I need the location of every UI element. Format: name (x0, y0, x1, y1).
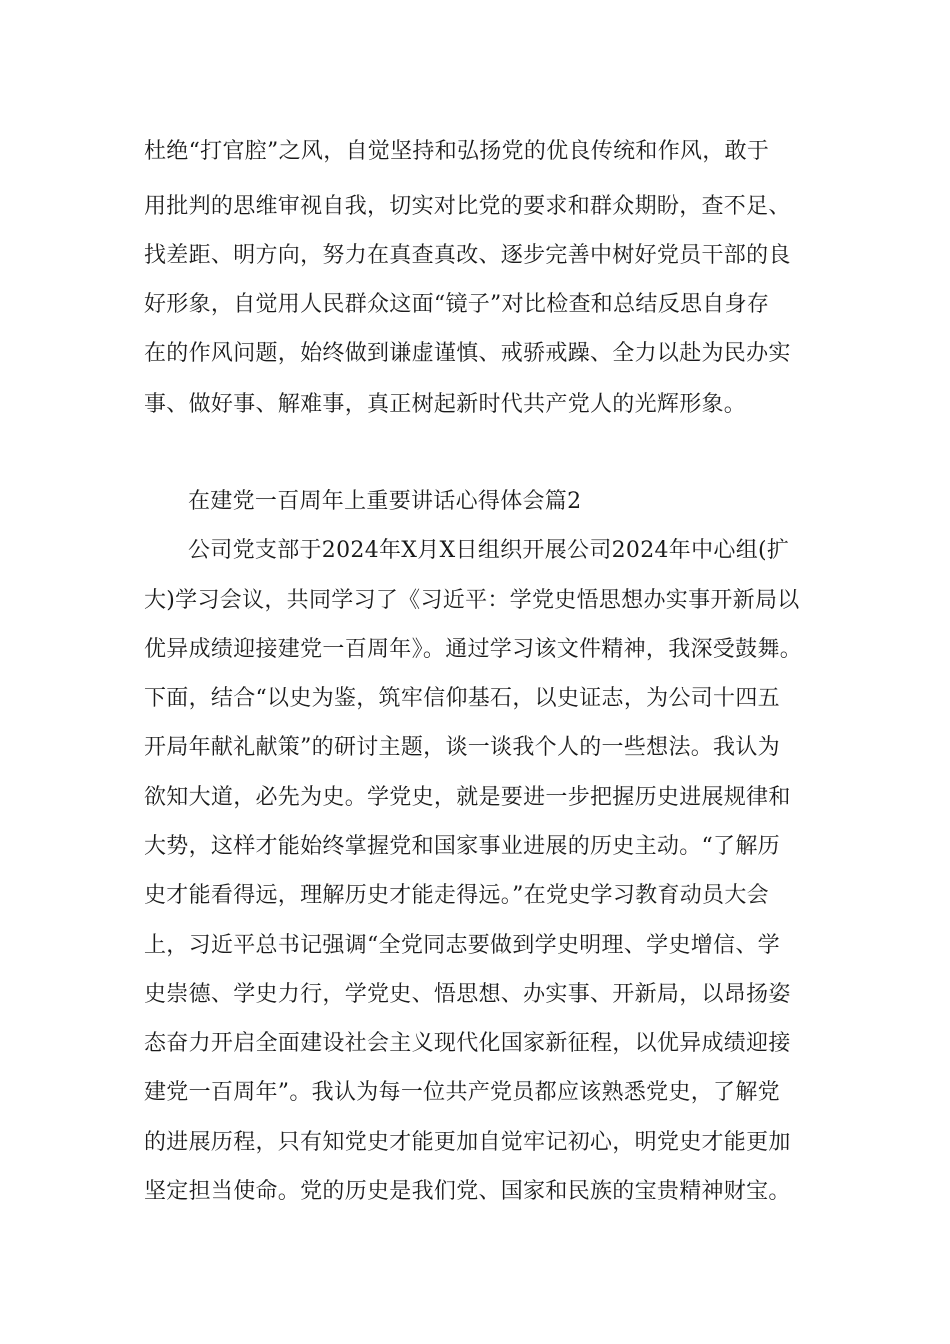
paragraph-1-line: 用批判的思维审视自我，切实对比党的要求和群众期盼，查不足、 (144, 194, 791, 219)
paragraph-2-line: 优异成绩迎接建党一百周年》。通过学习该文件精神，我深受鼓舞。 (144, 637, 803, 662)
paragraph-2-line: 史崇德、学史力行，学党史、悟思想、办实事、开新局，以昂扬姿 (144, 982, 791, 1007)
paragraph-2-line: 坚定担当使命。党的历史是我们党、国家和民族的宝贵精神财宝。 (144, 1179, 791, 1204)
paragraph-1-line: 好形象，自觉用人民群众这面“镜子”对比检查和总结反思自身存 (144, 292, 770, 317)
paragraph-1-line: 在的作风问题，始终做到谦虚谨慎、戒骄戒躁、全力以赴为民办实 (144, 341, 791, 366)
paragraph-2-line: 大势，这样才能始终掌握党和国家事业进展的历史主动。“了解历 (144, 834, 780, 859)
paragraph-2-line: 开局年献礼献策”的研讨主题，谈一谈我个人的一些想法。我认为 (144, 735, 780, 760)
paragraph-2-line: 公司党支部于2024年X月X日组织开展公司2024年中心组(扩 (188, 538, 790, 563)
paragraph-2-line: 的进展历程，只有知党史才能更加自觉牢记初心，明党史才能更加 (144, 1130, 791, 1155)
paragraph-1-line: 杜绝“打官腔”之风，自觉坚持和弘扬党的优良传统和作风，敢于 (144, 139, 770, 164)
section-title: 在建党一百周年上重要讲话心得体会篇2 (188, 489, 582, 514)
paragraph-2-line: 史才能看得远，理解历史才能走得远。”在党史学习教育动员大会 (144, 883, 769, 908)
paragraph-2-line: 上，习近平总书记强调“全党同志要做到学史明理、学史增信、学 (144, 933, 780, 958)
paragraph-2-line: 大)学习会议，共同学习了《习近平：学党史悟思想办实事开新局以 (144, 588, 800, 613)
paragraph-2-line: 下面，结合“以史为鉴，筑牢信仰基石，以史证志，为公司十四五 (144, 686, 780, 711)
paragraph-2-line: 欲知大道，必先为史。学党史，就是要进一步把握历史进展规律和 (144, 785, 791, 810)
paragraph-1-line: 事、做好事、解难事，真正树起新时代共产党人的光辉形象。 (144, 392, 747, 417)
paragraph-2-line: 建党一百周年”。我认为每一位共产党员都应该熟悉党史，了解党 (144, 1080, 780, 1105)
paragraph-1-line: 找差距、明方向，努力在真查真改、逐步完善中树好党员干部的良 (144, 243, 791, 268)
paragraph-2-line: 态奋力开启全面建设社会主义现代化国家新征程，以优异成绩迎接 (144, 1031, 791, 1056)
